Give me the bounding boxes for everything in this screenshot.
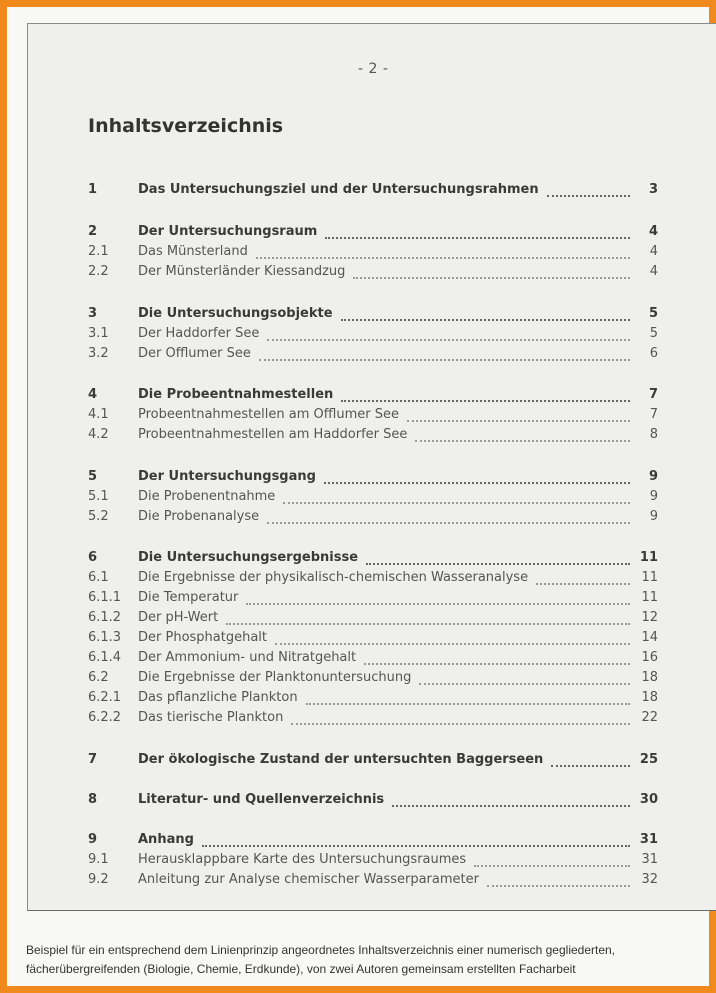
toc-entry-title: Der Untersuchungsgang <box>138 469 316 484</box>
toc-entry-number: 2 <box>88 224 98 239</box>
toc-entry-number: 9.2 <box>88 872 109 887</box>
toc-entry-title: Herausklappbare Karte des Untersuchungsraumes <box>138 852 467 867</box>
toc-entry-title: Probeentnahmestellen am Haddorfer See <box>138 427 408 442</box>
toc-entry-number: 9.1 <box>88 852 109 867</box>
dot-leader <box>306 702 630 705</box>
toc-entry[interactable] <box>88 324 658 344</box>
toc-entry-title: Literatur- und Quellenverzeichnis <box>138 792 385 807</box>
toc-entry-title: Der pH-Wert <box>138 610 219 625</box>
toc-entry-page: 12 <box>641 610 658 625</box>
toc-entry-title: Die Ergebnisse der physikalisch-chemischen Wasseranalyse <box>138 570 529 585</box>
toc-entry-number: 4 <box>88 387 98 402</box>
toc-entry-number: 2.2 <box>88 264 109 279</box>
toc-entry-page: 5 <box>648 306 658 321</box>
toc-entry[interactable] <box>88 467 658 487</box>
dot-leader <box>551 764 630 767</box>
toc-entry-title: Die Temperatur <box>138 590 239 605</box>
dot-leader <box>407 419 630 422</box>
toc-entry-page: 16 <box>641 650 658 665</box>
toc-entry-title: Der ökologische Zustand der untersuchten Baggerseen <box>138 752 544 767</box>
caption-line-1: Beispiel für ein entsprechend dem Linienprinzip angeordnetes Inhaltsverzeichnis einer numerisch gegliederten, <box>26 943 616 957</box>
dot-leader <box>547 194 630 197</box>
dot-leader <box>325 236 630 239</box>
toc-entry[interactable] <box>88 850 658 870</box>
toc-entry-page: 4 <box>649 244 658 259</box>
toc-entry-number: 6.2 <box>88 670 109 685</box>
toc-entry-number: 6.1.3 <box>88 630 122 645</box>
toc-entry[interactable] <box>88 304 658 324</box>
toc-entry-number: 1 <box>88 182 98 197</box>
toc-entry-page: 9 <box>648 469 658 484</box>
toc-entry-title: Der Haddorfer See <box>138 326 260 341</box>
toc-entry-page: 18 <box>641 670 658 685</box>
toc-entry-page: 14 <box>641 630 658 645</box>
toc-entry[interactable] <box>88 830 658 850</box>
toc-entry-number: 4.2 <box>88 427 109 442</box>
toc-entry-number: 2.1 <box>88 244 109 259</box>
toc-entry-page: 31 <box>641 852 658 867</box>
dot-leader <box>267 338 630 341</box>
toc-entry-page: 11 <box>639 550 658 565</box>
toc-entry[interactable] <box>88 222 658 242</box>
dot-leader <box>259 358 630 361</box>
page-number: - 2 - <box>358 61 389 77</box>
toc-entry-number: 6.2.2 <box>88 710 122 725</box>
toc-entry-title: Die Ergebnisse der Planktonuntersuchung <box>138 670 412 685</box>
dot-leader <box>364 662 630 665</box>
toc-entry-title: Der Ammonium- und Nitratgehalt <box>138 650 357 665</box>
toc-entry-page: 3 <box>648 182 658 197</box>
toc-entry-title: Die Probenentnahme <box>138 489 276 504</box>
toc-entry-title: Anleitung zur Analyse chemischer Wasserparameter <box>138 872 479 887</box>
toc-entry-number: 3.1 <box>88 326 109 341</box>
toc-entry-number: 9 <box>88 832 98 847</box>
toc-entry[interactable] <box>88 668 658 688</box>
toc-entry-number: 3.2 <box>88 346 109 361</box>
toc-entry-title: Der Offlumer See <box>138 346 251 361</box>
toc-entry[interactable] <box>88 242 658 262</box>
toc-entry-title: Der Phosphatgehalt <box>138 630 268 645</box>
toc-entry-page: 22 <box>641 710 658 725</box>
toc-entry-title: Die Untersuchungsobjekte <box>138 306 333 321</box>
toc-entry-title: Der Münsterländer Kiessandzug <box>138 264 346 279</box>
toc-entry-number: 5.2 <box>88 509 109 524</box>
dot-leader <box>246 602 630 605</box>
toc-entry-number: 6.1 <box>88 570 109 585</box>
caption-line-2: fächerübergreifenden (Biologie, Chemie, Erdkunde), von zwei Autoren gemeinsam erstellten Facharbeit <box>26 962 576 976</box>
dot-leader <box>415 439 630 442</box>
toc-entry[interactable] <box>88 648 658 668</box>
toc-entry-page: 6 <box>649 346 658 361</box>
toc-entry-number: 5 <box>88 469 98 484</box>
dot-leader <box>256 256 630 259</box>
toc-entry-title: Die Probeentnahmestellen <box>138 387 334 402</box>
dot-leader <box>226 622 630 625</box>
toc-entry-number: 8 <box>88 792 98 807</box>
toc-entry-title: Der Untersuchungsraum <box>138 224 318 239</box>
toc-entry-number: 6.2.1 <box>88 690 122 705</box>
dot-leader <box>291 722 630 725</box>
toc-entry-page: 30 <box>639 792 658 807</box>
toc-entry-title: Das Münsterland <box>138 244 248 259</box>
dot-leader <box>341 318 630 321</box>
dot-leader <box>202 844 630 847</box>
toc-entry[interactable] <box>88 870 658 890</box>
dot-leader <box>324 481 630 484</box>
page-title: Inhaltsverzeichnis <box>88 115 284 137</box>
dot-leader <box>267 521 630 524</box>
toc-entry-page: 9 <box>649 509 658 524</box>
toc-entry[interactable] <box>88 588 658 608</box>
toc-entry[interactable] <box>88 750 658 770</box>
toc-entry[interactable] <box>88 568 658 588</box>
dot-leader <box>487 884 630 887</box>
toc-entry[interactable] <box>88 708 658 728</box>
toc-entry[interactable] <box>88 548 658 568</box>
toc-entry-page: 11 <box>641 570 658 585</box>
toc-entry-number: 6 <box>88 550 98 565</box>
toc-entry-page: 7 <box>648 387 658 402</box>
toc-entry[interactable] <box>88 790 658 810</box>
toc-entry[interactable] <box>88 507 658 527</box>
toc-entry-page: 7 <box>649 407 658 422</box>
toc-entry-number: 7 <box>88 752 98 767</box>
toc-entry[interactable] <box>88 180 658 200</box>
toc-entry[interactable] <box>88 262 658 282</box>
toc-entry-number: 6.1.4 <box>88 650 122 665</box>
toc-entry-page: 18 <box>641 690 658 705</box>
dot-leader <box>283 501 630 504</box>
dot-leader <box>474 864 630 867</box>
toc-entry-page: 11 <box>641 590 658 605</box>
toc-entry-number: 4.1 <box>88 407 109 422</box>
toc-entry-page: 4 <box>649 264 658 279</box>
toc-entry[interactable] <box>88 608 658 628</box>
toc-entry[interactable] <box>88 628 658 648</box>
toc-entry-title: Probeentnahmestellen am Offlumer See <box>138 407 399 422</box>
dot-leader <box>353 276 630 279</box>
toc-entry-page: 25 <box>639 752 658 767</box>
toc-entry[interactable] <box>88 385 658 405</box>
toc-entry[interactable] <box>88 487 658 507</box>
toc-entry-page: 8 <box>649 427 658 442</box>
toc-entry-title: Das Untersuchungsziel und der Untersuchungsrahmen <box>138 182 539 197</box>
toc-entry-page: 31 <box>639 832 658 847</box>
toc-entry[interactable] <box>88 405 658 425</box>
toc-entry-number: 3 <box>88 306 98 321</box>
toc-entry-title: Die Probenanalyse <box>138 509 260 524</box>
dot-leader <box>392 804 630 807</box>
toc-entry-page: 4 <box>648 224 658 239</box>
dot-leader <box>341 399 630 402</box>
toc-entry-title: Anhang <box>138 832 194 847</box>
dot-leader <box>366 562 630 565</box>
figure-caption <box>26 941 696 979</box>
dot-leader <box>536 582 630 585</box>
toc-entry-page: 9 <box>649 489 658 504</box>
toc-entry-title: Das pflanzliche Plankton <box>138 690 298 705</box>
toc-entry-page: 32 <box>641 872 658 887</box>
toc-entry-page: 5 <box>649 326 658 341</box>
toc-entry-title: Das tierische Plankton <box>138 710 284 725</box>
toc-entry-number: 6.1.1 <box>88 590 122 605</box>
toc-entry[interactable] <box>88 344 658 364</box>
toc-entry[interactable] <box>88 688 658 708</box>
toc-entry[interactable] <box>88 425 658 445</box>
dot-leader <box>275 642 630 645</box>
toc-entry-number: 5.1 <box>88 489 109 504</box>
toc-entry-title: Die Untersuchungsergebnisse <box>138 550 359 565</box>
dot-leader <box>419 682 630 685</box>
toc-entry-number: 6.1.2 <box>88 610 122 625</box>
